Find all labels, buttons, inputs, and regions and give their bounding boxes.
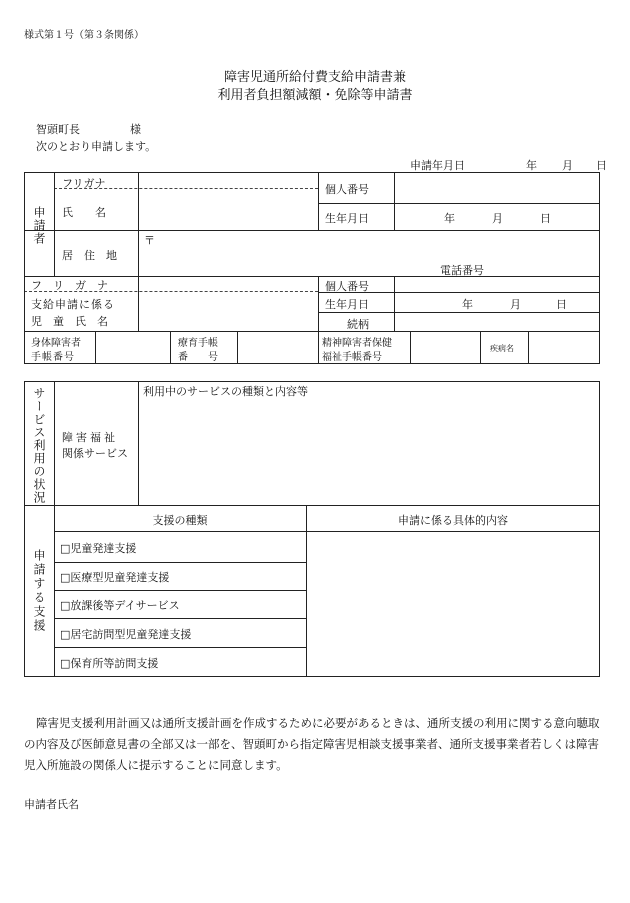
- child-birth-year: 年: [462, 298, 473, 311]
- child-birth-date-label: 生年月日: [325, 298, 369, 311]
- welfare-service-label-line2: 関係サービス: [62, 447, 128, 460]
- mental-handbook-label-line2: 福祉手帳番号: [322, 352, 382, 363]
- phone-label: 電話番号: [440, 264, 484, 277]
- physical-handbook-label-line1: 身体障害者: [31, 338, 81, 349]
- applicant-furigana-label: フリガナ: [62, 177, 106, 190]
- child-relation-label: 続柄: [347, 318, 369, 331]
- support-option-medical-child-development[interactable]: □医療型児童発達支援: [60, 571, 170, 584]
- applicant-birth-day: 日: [540, 212, 551, 225]
- applicant-signature-label: 申請者氏名: [24, 798, 79, 811]
- service-content-label: 利用中のサービスの種類と内容等: [143, 385, 308, 398]
- form-number: 様式第１号（第３条関係）: [24, 30, 144, 41]
- applicant-birth-year: 年: [444, 212, 455, 225]
- support-option-home-visit-child-development[interactable]: □居宅訪問型児童発達支援: [60, 628, 192, 641]
- title-line1: 障害児通所給付費支給申請書兼: [223, 70, 406, 85]
- disease-name-label: 疾病名: [490, 344, 514, 353]
- postal-mark: 〒: [144, 234, 155, 247]
- application-date-day: 日: [596, 159, 607, 172]
- child-name-label-line1: 支給申請に係る: [31, 298, 115, 311]
- applicant-birth-month: 月: [492, 212, 503, 225]
- child-furigana-label: フ リ ガ ナ: [31, 279, 108, 292]
- support-type-header: 支援の種類: [152, 514, 208, 527]
- mental-handbook-label-line1: 精神障害者保健: [322, 338, 392, 349]
- support-detail-header: 申請に係る具体的内容: [398, 514, 508, 527]
- applicant-birth-date-label: 生年月日: [325, 212, 369, 225]
- service-status-section-label: サービス利用の状況: [32, 387, 46, 504]
- application-date-month: 月: [562, 159, 573, 172]
- applicant-name-label: 氏 名: [62, 206, 106, 219]
- support-option-nursery-visit-support[interactable]: □保育所等訪問支援: [60, 657, 159, 670]
- title-line2: 利用者負担額減額・免除等申請書: [217, 88, 413, 103]
- ryoiku-handbook-label-line1: 療育手帳: [178, 338, 218, 349]
- intro-text: 次のとおり申請します。: [36, 140, 157, 153]
- application-date-label: 申請年月日: [410, 159, 465, 172]
- applicant-individual-number-label: 個人番号: [325, 183, 369, 196]
- addressee-honorific: 様: [130, 123, 141, 136]
- applicant-address-label: 居 住 地: [62, 249, 117, 262]
- addressee-mayor: 智頭町長: [36, 123, 80, 136]
- child-name-label-line2: 児 童 氏 名: [31, 315, 108, 328]
- child-birth-day: 日: [556, 298, 567, 311]
- consent-text: 障害児支援利用計画又は通所支援計画を作成するために必要があるときは、通所支援の利用に関する意向聴取の内容及び医師意見書の全部又は一部を、智頭町から指定障害児相談支援事業者、通所支援事業者若しくは障害児入所施設の関係人に提示することに同意します。: [24, 716, 600, 772]
- child-individual-number-label: 個人番号: [325, 280, 369, 293]
- applicant-section-label: 申請者: [32, 206, 46, 245]
- ryoiku-handbook-label-line2: 番 号: [178, 352, 218, 363]
- physical-handbook-label-line2: 手帳番号: [31, 352, 75, 363]
- welfare-service-label-line1: 障害福祉: [62, 431, 118, 444]
- support-option-after-school-day-service[interactable]: □放課後等デイサービス: [60, 599, 180, 612]
- support-option-child-development[interactable]: □児童発達支援: [60, 542, 137, 555]
- application-date-year: 年: [526, 159, 537, 172]
- support-section-label: 申請する支援: [32, 549, 46, 633]
- child-birth-month: 月: [510, 298, 521, 311]
